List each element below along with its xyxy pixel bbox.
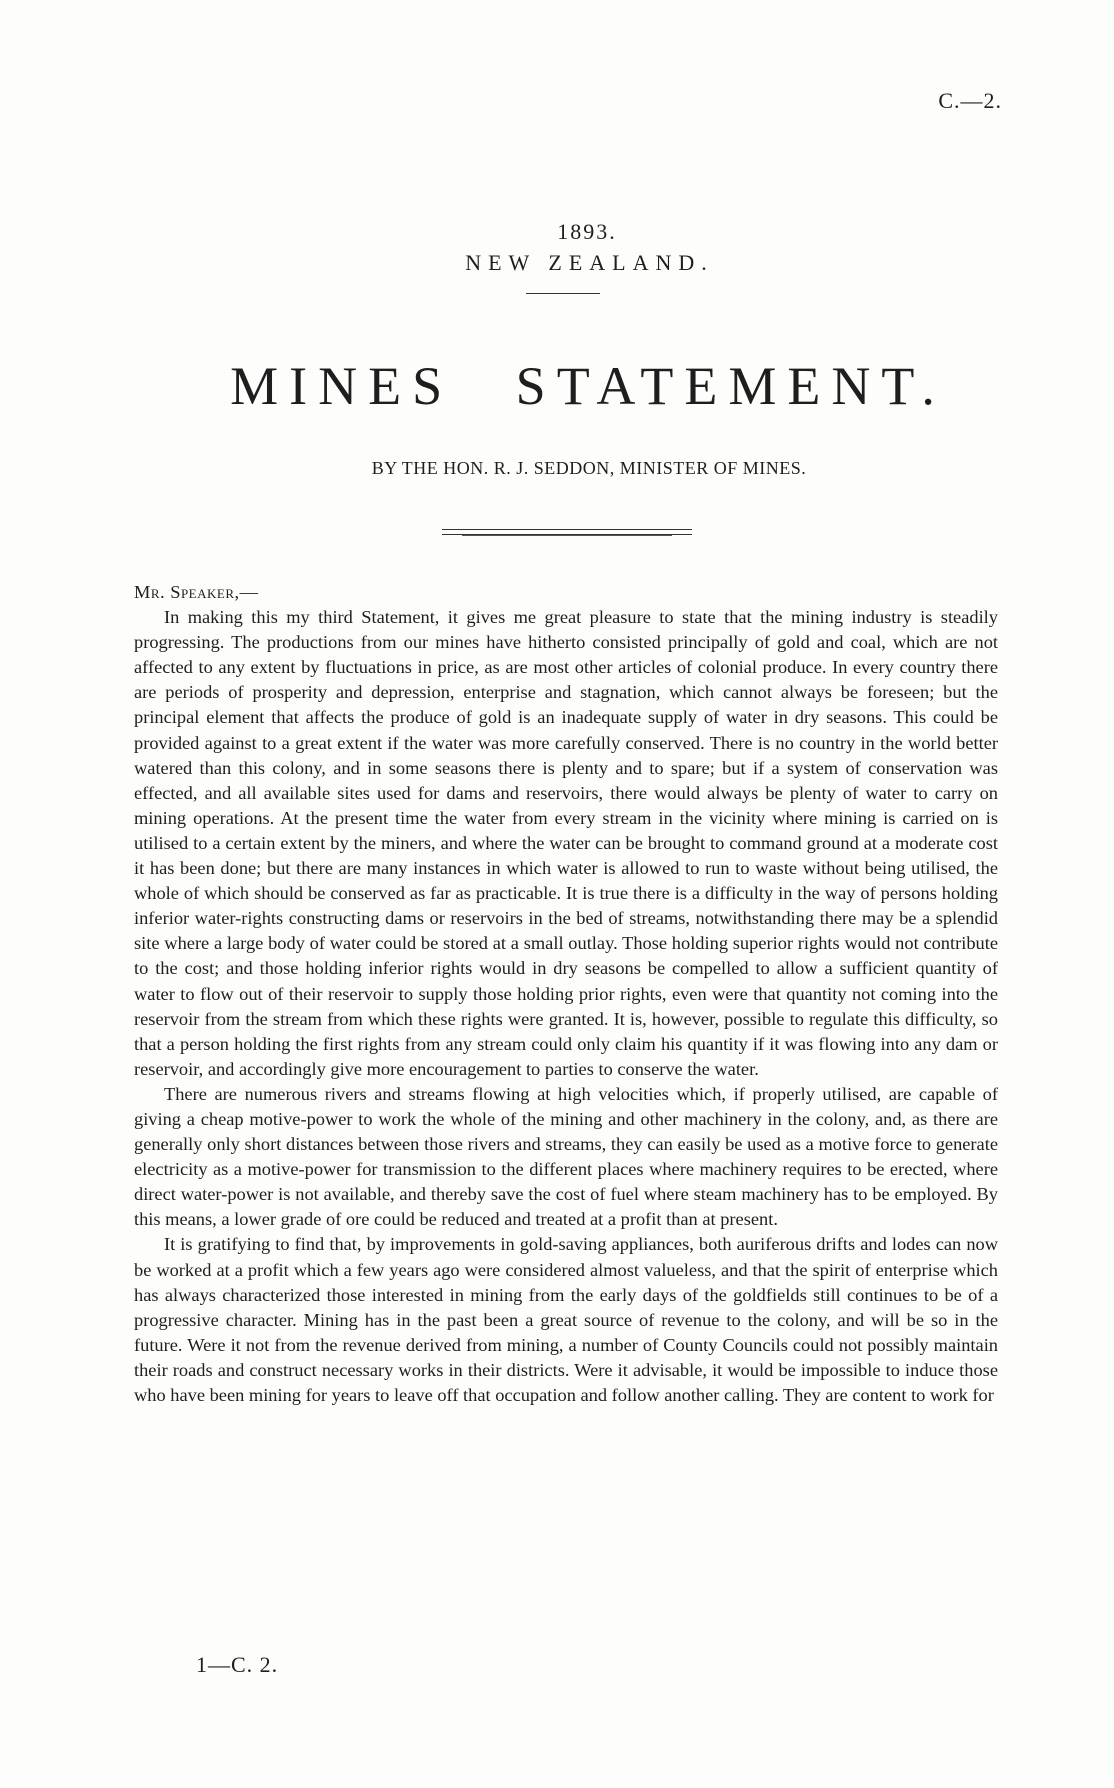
country-heading: NEW ZEALAND.: [465, 250, 714, 275]
paragraph: In making this my third Statement, it gives me great pleasure to state that the mining industry is steadily progressing. The productions from our mines have hitherto consisted principally of gold and coal, which are not affected to any extent by fluctuations in price, as are most other articles of colonial produce. In every country there are periods of prosperity and depression, enterprise and stagnation, which cannot always be foreseen; but the principal element that affects the produce of gold is an inadequate supply of water in dry seasons. This could be provided against to a great extent if the water was more carefully conserved. There is no country in the world better watered than this colony, and in some seasons there is plenty and to spare; but if a system of conservation was effected, and all available sites used for dams and reservoirs, there would always be plenty of water to carry on mining operations. At the present time the water from every stream in the vicinity where mining is carried on is utilised to a certain extent by the miners, and where the water can be brought to command ground at a moderate cost it has been done; but there are many instances in which water is allowed to run to waste without being utilised, the whole of which should be conserved as far as practicable. It is true there is a difficulty in the way of persons holding inferior water-rights constructing dams or reservoirs in the bed of streams, notwithstanding there may be a splendid site where a large body of water could be stored at a small outlay. Those holding superior rights would not contribute to the cost; and those holding inferior rights would in dry seasons be compelled to allow a sufficient quantity of water to flow out of their reservoir to supply those holding prior rights, even were that quantity not coming into the reservoir from the stream from which these rights were granted. It is, however, possible to regulate this difficulty, so that a person holding the first rights from any stream could only claim his quantity if it was flowing into any dam or reservoir, and accordingly give more encouragement to parties to conserve the water.: [134, 607, 998, 1079]
short-rule: [526, 293, 600, 294]
paragraph: It is gratifying to find that, by improvements in gold-saving appliances, both auriferous drifts and lodes can now be worked at a profit which a few years ago were considered almost valueless, and that the spirit of enterprise which has always characterized those interested in mining from the early days of the goldfields still continues to be of a progressive character. Mining has in the past been a great source of revenue to the colony, and will be so in the future. Were it not from the revenue derived from mining, a number of County Councils could not possibly maintain their roads and construct necessary works in their districts. Were it advisable, it would be impossible to induce those who have been mining for years to leave off that occupation and follow another calling. They are content to work for: [134, 1234, 998, 1405]
doc-reference: C.—2.: [938, 88, 1002, 113]
body-text: [134, 580, 998, 1408]
double-rule: [442, 529, 692, 535]
page-signature: 1—C. 2.: [196, 1652, 279, 1677]
page-title: MINES STATEMENT.: [230, 356, 946, 416]
byline: BY THE HON. R. J. SEDDON, MINISTER OF MINES.: [371, 458, 807, 478]
salutation: Mr. Speaker,—: [134, 582, 259, 602]
paragraph: There are numerous rivers and streams flowing at high velocities which, if properly utilised, are capable of giving a cheap motive-power to work the whole of the mining and other machinery in the colony, and, as there are generally only short distances between those rivers and streams, they can easily be used as a motive force to generate electricity as a motive-power for transmission to the different places where machinery requires to be erected, where direct water-power is not available, and thereby save the cost of fuel where steam machinery has to be employed. By this means, a lower grade of ore could be reduced and treated at a profit than at present.: [134, 1083, 998, 1230]
year-heading: 1893.: [557, 219, 617, 244]
